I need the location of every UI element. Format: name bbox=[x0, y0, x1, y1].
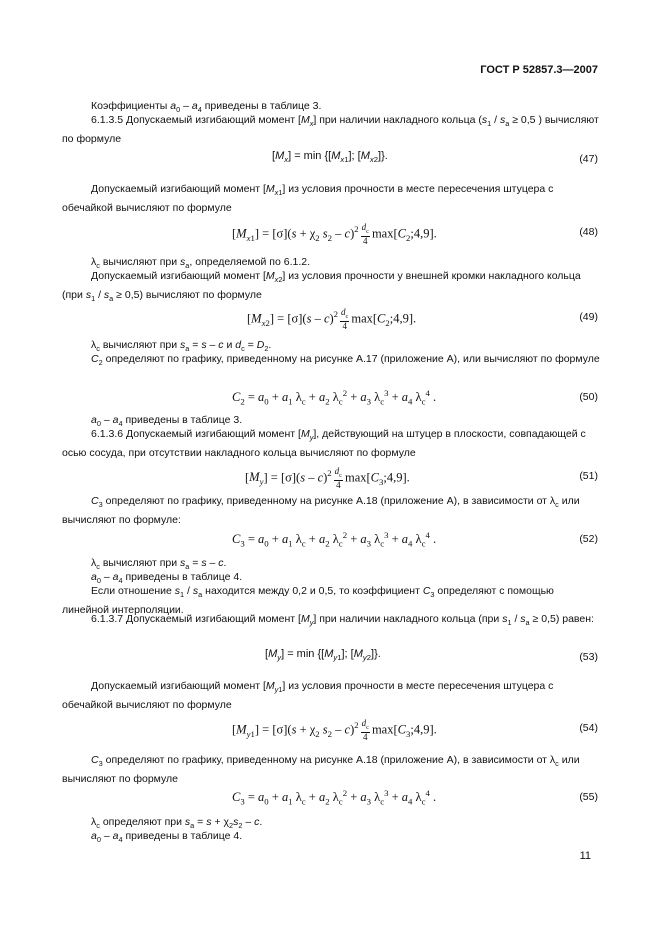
paragraph-text: $\lambda_c$ вычисляют при $s_a$, определяемой по 6.1.2. bbox=[91, 256, 311, 271]
paragraph-text: $\lambda_c$ определяют при $s_a = s + \chi_2s_2 - c$. bbox=[91, 816, 263, 831]
paragraph-my1-definition bbox=[62, 679, 600, 712]
paragraph-6-1-3-6 bbox=[62, 427, 600, 460]
paragraph-text: $a_0 - a_4$ приведены в таблице 4. bbox=[91, 571, 243, 586]
paragraph-table4-ref-2 bbox=[62, 829, 600, 848]
equation-53 bbox=[0, 648, 661, 672]
paragraph-text: $a_0 - a_4$ приведены в таблице 4. bbox=[91, 830, 243, 845]
equation-50 bbox=[0, 388, 661, 412]
paragraph-mx2-definition bbox=[62, 269, 600, 306]
equation-number: (52) bbox=[579, 533, 598, 545]
paragraph-text: Коэффициенты $a_0 - a_4$ приведены в таблице 3. bbox=[91, 100, 322, 115]
equation-body: $[M_x] = \min \{[M_{x1}]$; $[M_{x2}]$}. bbox=[272, 150, 388, 165]
equation-51 bbox=[0, 467, 661, 491]
equation-body: $C_3 = a_0 + a_1$ $\lambda_c + a_2$ $\lambda_c^2 + a_3$ $\lambda_c^3 + a_4$ $\lambda_c^4$ . bbox=[232, 530, 437, 549]
paragraph-text: $C_3$ определяют по графику, приведенному на рисунке А.18 (приложение А), в зависимости от $\lambda_c$ или вычисляют по формуле: bbox=[62, 495, 580, 526]
equation-body: $[M_{y1}] = [\sigma](s + \chi_2$ $s_2 - c)^2$ $\frac{d_c}{4}$ $\max[C_3;4,9]$. bbox=[232, 718, 437, 742]
paragraph-text: $C_3$ определяют по графику, приведенному на рисунке А.18 (приложение А), в зависимости от $\lambda_c$ или вычисляют по формуле bbox=[62, 754, 580, 785]
equation-body: $[M_y] = \min \{[M_{y1}]$; $[M_{y2}]$}. bbox=[265, 648, 381, 663]
equation-52 bbox=[0, 530, 661, 554]
paragraph-c2-graph bbox=[62, 352, 600, 371]
equation-body: $[M_y] = [\sigma](s - c)^2$ $\frac{d_c}{4}$ $\max[C_3;4,9]$. bbox=[245, 466, 410, 490]
equation-number: (51) bbox=[579, 470, 598, 482]
paragraph-text: $\lambda_c$ вычисляют при $s_a = s - c$ и $d_c = D_2$. bbox=[91, 339, 272, 354]
equation-number: (54) bbox=[579, 722, 598, 734]
equation-number: (47) bbox=[579, 153, 598, 165]
equation-number: (50) bbox=[579, 391, 598, 403]
paragraph-text: 6.1.3.7 Допускаемый изгибающий момент $[M_y]$ при наличии накладного кольца (при $s_1 / s_a \ge 0,5$) равен: bbox=[91, 613, 594, 628]
paragraph-mx1-definition bbox=[62, 182, 600, 215]
document-header: ГОСТ Р 52857.3—2007 bbox=[480, 64, 598, 76]
equation-55 bbox=[0, 788, 661, 812]
paragraph-text: $a_0 - a_4$ приведены в таблице 3. bbox=[91, 414, 243, 429]
paragraph-text: $\lambda_c$ вычисляют при $s_a = s - c$. bbox=[91, 557, 227, 572]
equation-54 bbox=[0, 719, 661, 743]
equation-number: (49) bbox=[579, 311, 598, 323]
equation-48 bbox=[0, 223, 661, 247]
equation-body: $C_3 = a_0 + a_1$ $\lambda_c + a_2$ $\lambda_c^2 + a_3$ $\lambda_c^3 + a_4$ $\lambda_c^4$ . bbox=[232, 788, 437, 807]
equation-number: (53) bbox=[579, 651, 598, 663]
equation-number: (48) bbox=[579, 226, 598, 238]
paragraph-6-1-3-5 bbox=[62, 113, 600, 146]
paragraph-text: $C_2$ определяют по графику, приведенному на рисунке А.17 (приложение А), или вычисляют по формуле bbox=[91, 353, 600, 368]
paragraph-text: Если отношение $s_1 / s_a$ находится между 0,2 и 0,5, то коэффициент $C_3$ определяют с помощью линейной интерполяции. bbox=[62, 585, 554, 616]
paragraph-text: Допускаемый изгибающий момент $[M_{y1}]$ из условия прочности в месте пересечения штуцера с обечайкой вычисляют по формуле bbox=[62, 680, 554, 711]
equation-body: $C_2 = a_0 + a_1$ $\lambda_c + a_2$ $\lambda_c^2 + a_3$ $\lambda_c^3 + a_4$ $\lambda_c^4$ . bbox=[232, 388, 437, 407]
paragraph-c3-graph-1 bbox=[62, 494, 600, 527]
page-number: 11 bbox=[579, 850, 591, 862]
paragraph-6-1-3-7 bbox=[62, 612, 600, 631]
paragraph-text: Допускаемый изгибающий момент $[M_{x2}]$ из условия прочности у внешней кромки накладного кольца (при $s_1 / s_a \ge 0,5$) вычисляют по формуле bbox=[62, 270, 581, 303]
equation-body: $[M_{x1}] = [\sigma](s + \chi_2$ $s_2 - c)^2$ $\frac{d_c}{4}$ $\max[C_2;4,9]$. bbox=[232, 222, 437, 246]
paragraph-text: Допускаемый изгибающий момент $[M_{x1}]$ из условия прочности в месте пересечения штуцера с обечайкой вычисляют по формуле bbox=[62, 183, 554, 214]
equation-number: (55) bbox=[579, 791, 598, 803]
paragraph-text: 6.1.3.6 Допускаемый изгибающий момент $[M_y]$, действующий на штуцер в плоскости, совпадающей с осью сосуда, при отсутствии накладного кольца вычисляют по формуле bbox=[62, 428, 586, 459]
paragraph-text: 6.1.3.5 Допускаемый изгибающий момент $[M_x]$ при наличии накладного кольца ($s_1 / s_a \ge 0,5$ ) вычисляют по формуле bbox=[62, 114, 599, 145]
equation-49 bbox=[0, 308, 661, 332]
equation-body: $[M_{x2}] = [\sigma](s - c)^2$ $\frac{d_c}{4}$ $\max[C_2;4,9]$. bbox=[247, 307, 417, 331]
equation-47 bbox=[0, 150, 661, 174]
paragraph-c3-graph-2 bbox=[62, 753, 600, 786]
